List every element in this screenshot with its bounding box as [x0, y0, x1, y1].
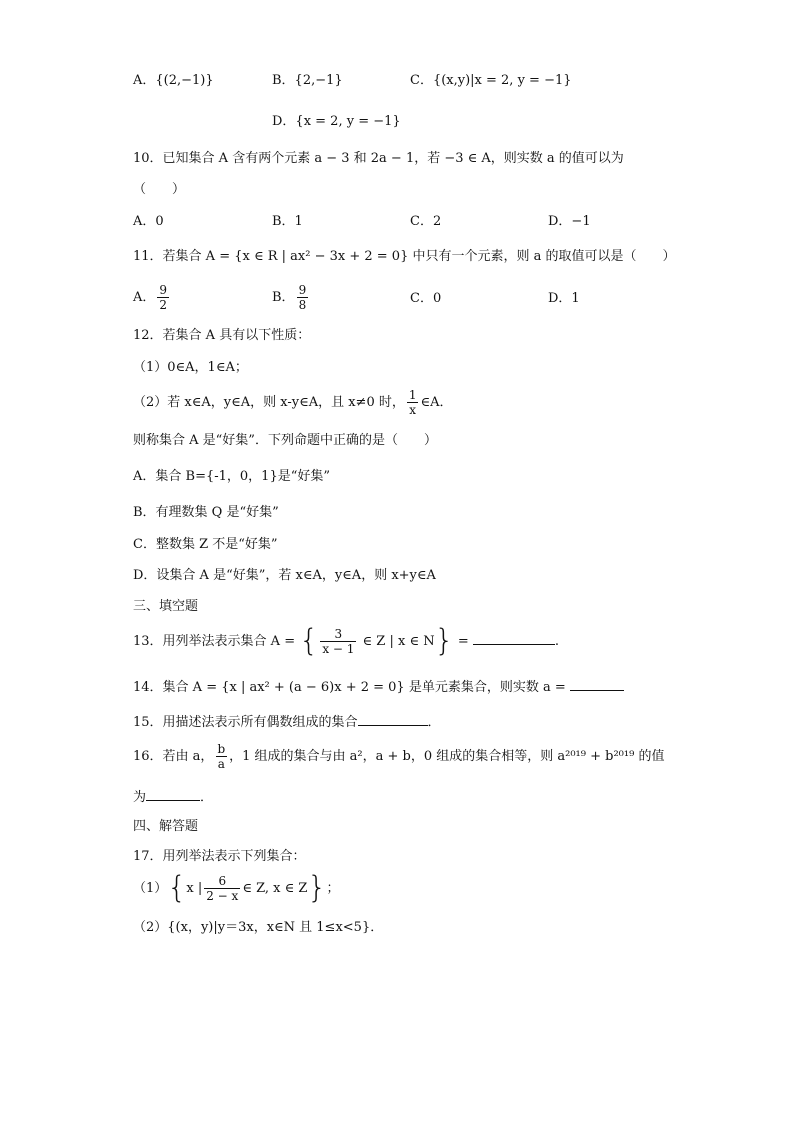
left-brace-icon: {: [299, 623, 319, 659]
q11-a-num: 9: [159, 283, 168, 297]
q15-pre: 15．用描述法表示所有偶数组成的集合: [133, 715, 358, 730]
section-answer-heading: 四、解答题: [133, 819, 199, 834]
q17-p1-post: ∈ Z, x ∈ Z: [242, 881, 308, 896]
q12-p2-den: x: [409, 403, 417, 417]
q16-pre: 16．若由 a，: [133, 749, 214, 764]
q12-property-1: （1）0∈A，1∈A；: [133, 360, 248, 375]
q14-pre: 14．集合 A = {x | ax² + (a − 6)x + 2 = 0} 是单元素集合，则实数 a =: [133, 680, 570, 695]
q12-p2-fraction: [407, 388, 419, 417]
q17-stem: 17．用列举法表示下列集合：: [133, 849, 306, 864]
q10-stem: 10．已知集合 A 含有两个元素 a − 3 和 2a − 1，若 −3 ∈ A，则实数 a 的值可以为: [133, 151, 624, 166]
q14-answer-blank[interactable]: [570, 677, 624, 691]
q16-den: a: [217, 757, 225, 771]
q13-mid: ∈ Z | x ∈ N: [358, 634, 435, 649]
q13-den: x − 1: [322, 642, 355, 656]
right-brace-icon: }: [434, 623, 454, 659]
q17-p1-den: 2 − x: [206, 889, 239, 903]
q13-answer-blank[interactable]: [473, 631, 555, 645]
q10-option-c: C．2: [410, 214, 442, 229]
q9-option-b: B．{2,−1}: [272, 73, 343, 88]
q11-stem: [133, 248, 676, 266]
q15-line: [133, 712, 441, 732]
q16-fraction: [215, 742, 227, 771]
q16-post: ，1 组成的集合与由 a²，a + b，0 组成的集合相等，则 a²⁰¹⁹ + b²⁰¹⁹ 的值: [229, 749, 665, 764]
q17-p1-end: ；: [326, 881, 340, 896]
q17-p1-x: x |: [186, 881, 203, 896]
q12-property-2: [133, 388, 453, 417]
q16-answer-blank[interactable]: [146, 787, 200, 801]
q13-num: 3: [334, 627, 343, 641]
q11-option-a-fraction: [157, 283, 169, 312]
right-brace-icon: }: [307, 870, 327, 906]
q11-set: {x ∈ R | ax² − 3x + 2 = 0}: [234, 249, 409, 264]
q12-option-d: D．设集合 A 是“好集”，若 x∈A，y∈A，则 x+y∈A: [133, 568, 436, 583]
q9-option-c: C．{(x,y)|x = 2, y = −1}: [410, 73, 572, 88]
q17-p1-fraction: [204, 874, 240, 903]
q10-option-d: D．−1: [548, 214, 591, 229]
q16-line-1: [133, 740, 664, 774]
q12-p2-num: 1: [408, 388, 417, 402]
q17-part-2: （2）{(x，y)|y＝3x，x∈N 且 1≤x<5}．: [133, 920, 384, 935]
q9-option-a: A．{(2,−1)}: [133, 73, 214, 88]
q11-b-num: 9: [298, 283, 307, 297]
q17-p1-num: 6: [218, 874, 227, 888]
q16-line2-pre: 为: [133, 790, 147, 805]
q13-fraction: [320, 627, 356, 656]
q13-pre: 13．用列举法表示集合 A =: [133, 634, 300, 649]
q11-stem-post: 中只有一个元素，则 a 的取值可以是（ ）: [408, 249, 676, 264]
q12-stem: 12．若集合 A 具有以下性质：: [133, 328, 311, 343]
q12-option-c: C．整数集 Z 不是“好集”: [133, 537, 278, 552]
q9-option-d: D．{x = 2, y = −1}: [272, 114, 401, 129]
q16-num: b: [217, 742, 226, 756]
q11-a-den: 2: [159, 298, 168, 312]
q17-part-1: [133, 872, 340, 906]
q13-line: 13．用列举法表示集合 A = { $\frac{3}{x - 1}$ ∈ Z | x ∈ N} = .: [133, 623, 559, 659]
q10-option-a: A．0: [133, 214, 164, 229]
q11-option-d: D．1: [548, 291, 580, 306]
left-brace-icon: {: [167, 870, 187, 906]
section-fill-in-heading: 三、填空题: [133, 599, 199, 614]
q12-conclusion: 则称集合 A 是“好集”．下列命题中正确的是（ ）: [133, 433, 437, 448]
q11-stem-pre: 11．若集合 A =: [133, 249, 235, 264]
q15-post: ．: [427, 715, 441, 730]
q11-option-a: [133, 283, 171, 312]
q16-line-2: [133, 787, 213, 807]
q11-option-b-fraction: [297, 283, 309, 312]
q12-p2-pre: （2）若 x∈A，y∈A，则 x-y∈A，且 x≠0 时，: [133, 395, 405, 410]
q11-option-a-label: A．: [133, 290, 156, 305]
q14-line: [133, 677, 624, 697]
q13-post: =: [453, 634, 473, 649]
q12-p2-post: ∈A．: [420, 395, 453, 410]
q11-option-b-label: B．: [272, 290, 295, 305]
q11-b-den: 8: [298, 298, 307, 312]
q16-end: ．: [200, 790, 214, 805]
q11-option-b: [272, 283, 310, 312]
q17-p1-pre: （1）: [133, 881, 168, 896]
q12-option-a: A．集合 B={-1，0，1}是“好集”: [133, 469, 331, 484]
q10-paren: （ ）: [133, 182, 186, 197]
q11-option-c: C．0: [410, 291, 442, 306]
q12-option-b: B．有理数集 Q 是“好集”: [133, 505, 279, 520]
q10-option-b: B．1: [272, 214, 303, 229]
q15-answer-blank[interactable]: [358, 712, 428, 726]
